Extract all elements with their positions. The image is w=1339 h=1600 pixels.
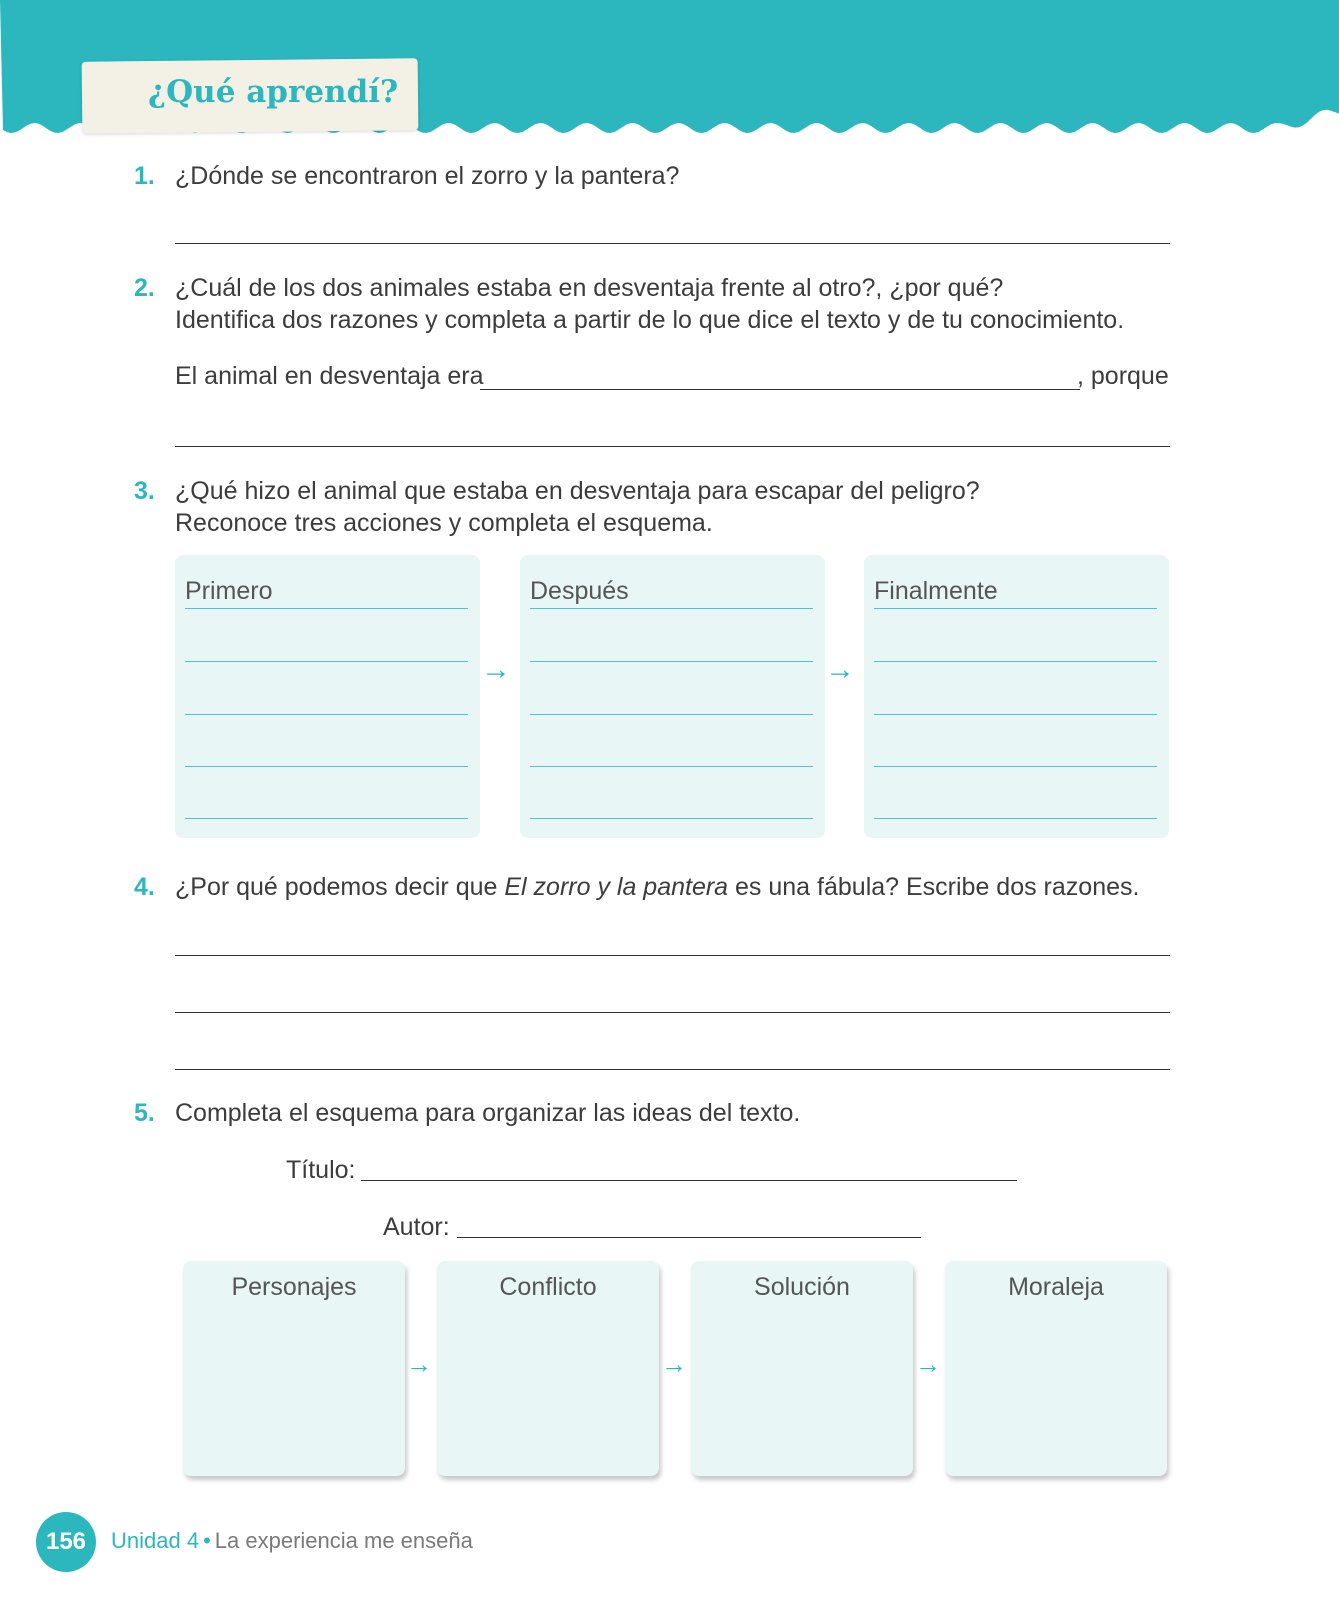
page-title: ¿Qué aprendí? <box>148 74 399 110</box>
question-number: 3. <box>134 477 155 505</box>
answer-line[interactable] <box>175 955 1170 956</box>
arrow-right-icon: → <box>406 1349 432 1379</box>
q2-prompt-before: El animal en desventaja era <box>175 362 484 390</box>
question-text: ¿Dónde se encontraron el zorro y la pantera? <box>175 162 680 190</box>
write-line[interactable] <box>185 766 468 767</box>
write-line[interactable] <box>874 608 1157 609</box>
page-number: 156 <box>36 1512 96 1572</box>
scheme-box-personajes[interactable] <box>183 1261 405 1476</box>
question-text: ¿Cuál de los dos animales estaba en desventaja frente al otro?, ¿por qué? <box>175 274 1004 302</box>
scheme-box-label: Moraleja <box>1008 1273 1104 1301</box>
answer-line[interactable] <box>175 243 1170 244</box>
question-text <box>175 871 1139 903</box>
question-text: Completa el esquema para organizar las ideas del texto. <box>175 1099 801 1127</box>
answer-line[interactable] <box>175 446 1170 447</box>
arrow-right-icon: → <box>825 653 855 686</box>
write-line[interactable] <box>185 714 468 715</box>
question-number: 1. <box>134 162 155 190</box>
sequence-box-finalmente <box>864 555 1169 838</box>
sequence-label: Después <box>530 577 629 605</box>
footer-text <box>111 1528 473 1554</box>
question-text: ¿Qué hizo el animal que estaba en desventaja para escapar del peligro? <box>175 477 980 505</box>
arrow-right-icon: → <box>481 653 511 686</box>
write-line[interactable] <box>874 661 1157 662</box>
q2-prompt-after: , porque <box>1077 362 1169 390</box>
write-line[interactable] <box>530 661 813 662</box>
sequence-label: Primero <box>185 577 273 605</box>
scheme-box-moraleja[interactable] <box>945 1261 1167 1476</box>
question-text: Identifica dos razones y completa a partir de lo que dice el texto y de tu conocimiento. <box>175 306 1125 334</box>
write-line[interactable] <box>185 608 468 609</box>
bullet-dot: • <box>203 1528 211 1553</box>
unit-label: Unidad 4 <box>111 1528 200 1553</box>
title-label: Título: <box>286 1156 356 1184</box>
write-line[interactable] <box>874 766 1157 767</box>
question-text: Reconoce tres acciones y completa el esquema. <box>175 509 713 537</box>
question-number: 5. <box>134 1099 155 1127</box>
write-line[interactable] <box>530 608 813 609</box>
arrow-right-icon: → <box>661 1349 687 1379</box>
scheme-box-label: Solución <box>754 1273 850 1301</box>
write-line[interactable] <box>185 661 468 662</box>
scheme-box-conflicto[interactable] <box>437 1261 659 1476</box>
scheme-box-label: Personajes <box>231 1273 357 1301</box>
answer-line[interactable] <box>480 389 1080 390</box>
write-line[interactable] <box>874 818 1157 819</box>
title-answer-line[interactable] <box>361 1180 1017 1181</box>
write-line[interactable] <box>530 766 813 767</box>
sequence-box-primero <box>175 555 480 838</box>
answer-line[interactable] <box>175 1069 1170 1070</box>
sequence-box-despues <box>520 555 825 838</box>
question-text-part: es una fábula? Escribe dos razones. <box>728 873 1140 901</box>
write-line[interactable] <box>185 818 468 819</box>
author-answer-line[interactable] <box>457 1237 921 1238</box>
unit-subtitle: La experiencia me enseña <box>214 1528 473 1553</box>
write-line[interactable] <box>530 818 813 819</box>
question-text-part: ¿Por qué podemos decir que <box>175 873 505 901</box>
arrow-right-icon: → <box>915 1349 941 1379</box>
write-line[interactable] <box>874 714 1157 715</box>
question-number: 4. <box>134 873 155 901</box>
scheme-box-solucion[interactable] <box>691 1261 913 1476</box>
sequence-label: Finalmente <box>874 577 998 605</box>
scheme-box-label: Conflicto <box>499 1273 597 1301</box>
question-number: 2. <box>134 274 155 302</box>
write-line[interactable] <box>530 714 813 715</box>
fable-title: El zorro y la pantera <box>504 873 729 901</box>
answer-line[interactable] <box>175 1012 1170 1013</box>
author-label: Autor: <box>383 1213 450 1241</box>
